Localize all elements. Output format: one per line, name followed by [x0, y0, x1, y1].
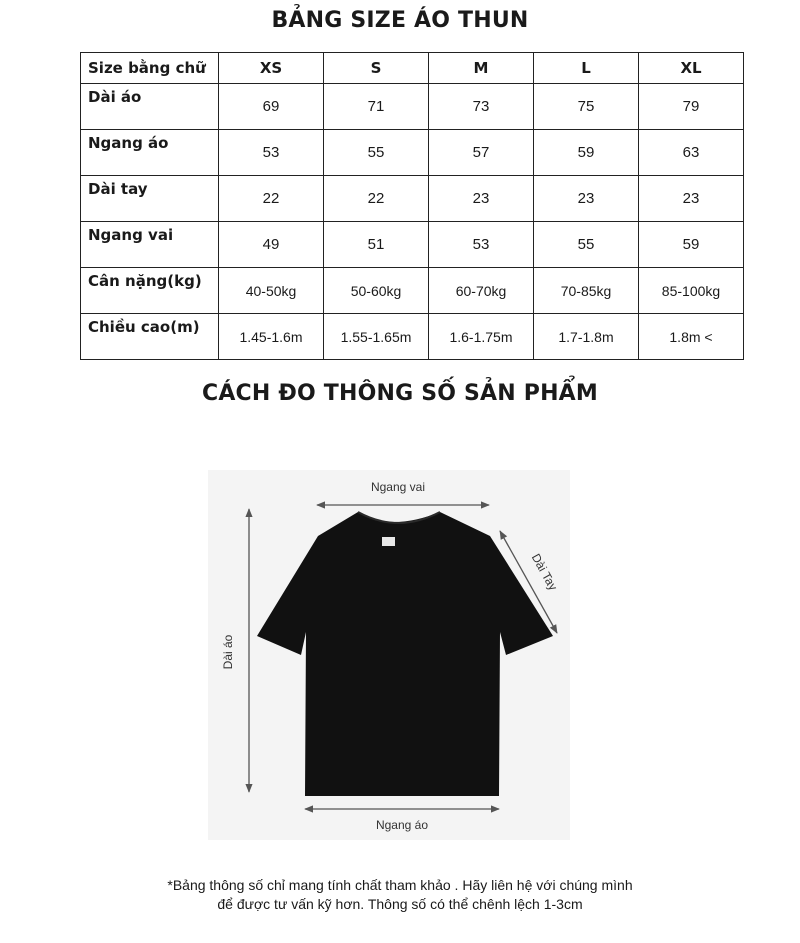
measure-title: CÁCH ĐO THÔNG SỐ SẢN PHẨM: [201, 381, 599, 406]
table-cell: 23: [429, 176, 534, 222]
table-row: [81, 84, 744, 130]
table-cell: 73: [429, 84, 534, 130]
size-chart-title: BẢNG SIZE ÁO THUN: [271, 8, 529, 33]
table-header-row: [81, 53, 744, 84]
table-cell: 1.55-1.65m: [324, 314, 429, 360]
table-cell: 49: [219, 222, 324, 268]
table-cell: 59: [534, 130, 639, 176]
size-header: XS: [219, 53, 324, 84]
tshirt-diagram-svg: [208, 470, 570, 840]
measurement-diagram: [208, 470, 570, 840]
row-label: Cân nặng(kg): [81, 268, 219, 314]
table-cell: 55: [324, 130, 429, 176]
table-cell: 63: [639, 130, 744, 176]
table-cell: 70-85kg: [534, 268, 639, 314]
table-cell: 71: [324, 84, 429, 130]
table-cell: 55: [534, 222, 639, 268]
sleeve-label: Dài Tay: [528, 551, 561, 593]
table-cell: 23: [534, 176, 639, 222]
size-header: M: [429, 53, 534, 84]
note-line-1: *Bảng thông số chỉ mang tính chất tham khảo . Hãy liên hệ với chúng mình: [167, 877, 633, 893]
table-cell: 59: [639, 222, 744, 268]
table-row: [81, 176, 744, 222]
table-cell: 22: [219, 176, 324, 222]
table-row: [81, 268, 744, 314]
table-cell: 79: [639, 84, 744, 130]
note-line-2: để được tư vấn kỹ hơn. Thông số có thể chênh lệch 1-3cm: [217, 896, 583, 912]
table-cell: 69: [219, 84, 324, 130]
tshirt-tag: [382, 537, 395, 546]
table-cell: 40-50kg: [219, 268, 324, 314]
size-table: [80, 52, 744, 360]
row-label: Dài tay: [81, 176, 219, 222]
table-cell: 23: [639, 176, 744, 222]
size-header: S: [324, 53, 429, 84]
tshirt-shape: [257, 512, 553, 796]
row-label: Ngang vai: [81, 222, 219, 268]
row-label: Chiều cao(m): [81, 314, 219, 360]
table-cell: 53: [219, 130, 324, 176]
table-cell: 51: [324, 222, 429, 268]
shoulder-label: Ngang vai: [370, 480, 426, 494]
size-header: XL: [639, 53, 744, 84]
table-row: [81, 130, 744, 176]
row-label: Dài áo: [81, 84, 219, 130]
table-row: [81, 222, 744, 268]
table-cell: 1.7-1.8m: [534, 314, 639, 360]
size-header: L: [534, 53, 639, 84]
table-cell: 1.45-1.6m: [219, 314, 324, 360]
table-row: [81, 314, 744, 360]
table-cell: 22: [324, 176, 429, 222]
length-label: Dài áo: [221, 634, 235, 670]
table-cell: 1.8m <: [639, 314, 744, 360]
table-cell: 85-100kg: [639, 268, 744, 314]
table-cell: 53: [429, 222, 534, 268]
table-cell: 57: [429, 130, 534, 176]
table-cell: 75: [534, 84, 639, 130]
table-cell: 60-70kg: [429, 268, 534, 314]
row-label: Ngang áo: [81, 130, 219, 176]
table-cell: 1.6-1.75m: [429, 314, 534, 360]
table-cell: 50-60kg: [324, 268, 429, 314]
disclaimer-note: [0, 876, 800, 914]
chest-label: Ngang áo: [375, 818, 429, 832]
header-label: Size bằng chữ: [81, 53, 219, 84]
